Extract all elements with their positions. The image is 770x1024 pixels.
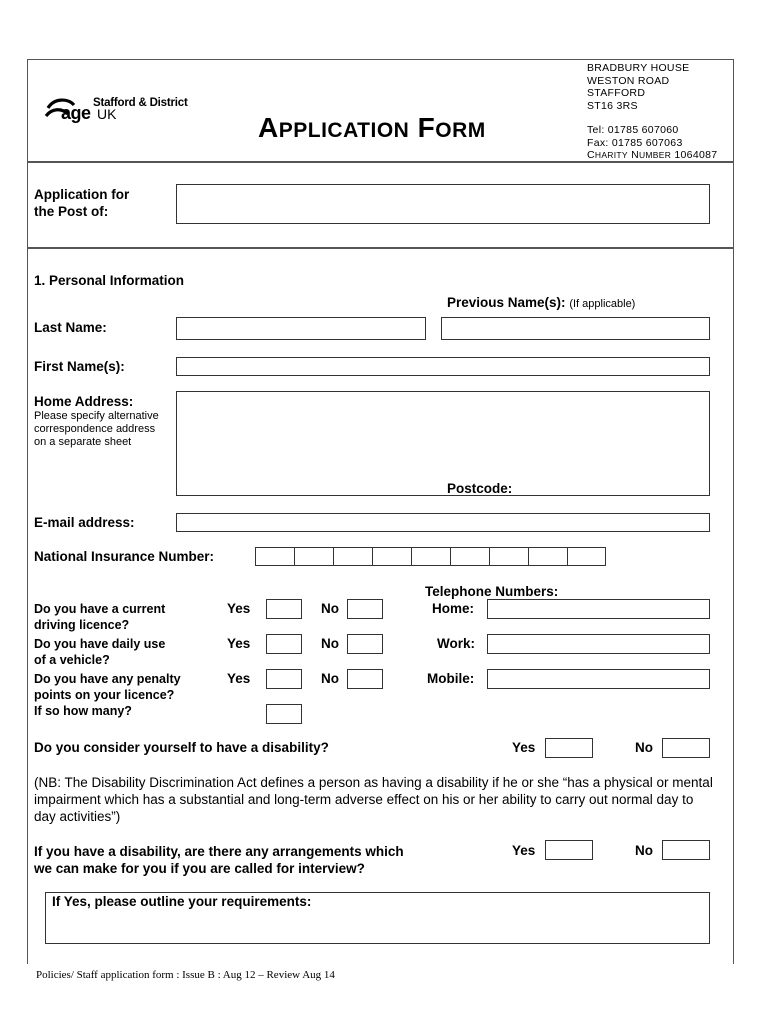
charity-number-line: CHARITY NUMBER 1064087 <box>587 149 718 161</box>
address-line: BRADBURY HOUSE <box>587 62 690 74</box>
ni-digit-box[interactable] <box>255 547 294 566</box>
logo-org-line: Stafford & District <box>93 97 188 109</box>
logo-word: age <box>61 103 91 123</box>
disability-question: Do you consider yourself to have a disability? <box>34 740 329 755</box>
vehicle-question: Do you have daily use of a vehicle? <box>34 637 166 667</box>
ni-number-boxes <box>255 547 606 566</box>
logo-suffix: UK <box>97 106 117 122</box>
licence-no-box[interactable] <box>347 599 383 619</box>
ni-digit-box[interactable] <box>489 547 528 566</box>
telephone-numbers-label: Telephone Numbers: <box>425 584 559 599</box>
address-line: STAFFORD <box>587 87 646 99</box>
ni-digit-box[interactable] <box>528 547 567 566</box>
ni-digit-box[interactable] <box>411 547 450 566</box>
previous-names-note: (If applicable) <box>569 298 636 310</box>
mobile-phone-input[interactable] <box>487 669 710 689</box>
ni-digit-box[interactable] <box>333 547 372 566</box>
vehicle-no-label: No <box>321 636 339 651</box>
arrangements-yes-label: Yes <box>512 843 536 858</box>
arrangements-no-box[interactable] <box>662 840 710 860</box>
home-address-label: Home Address: <box>34 394 134 409</box>
licence-question: Do you have a current driving licence? <box>34 602 166 632</box>
previous-names-label: Previous Name(s): (If applicable) <box>447 295 636 310</box>
disability-no-label: No <box>635 740 653 755</box>
penalty-points-question: Do you have any penalty points on your licence? If so how many? <box>34 672 181 718</box>
home-address-input[interactable] <box>176 391 710 496</box>
points-yes-label: Yes <box>227 671 251 686</box>
arrangements-yes-box[interactable] <box>545 840 593 860</box>
home-phone-label: Home: <box>432 601 475 616</box>
post-label: Application for the Post of: <box>34 187 130 219</box>
dda-note: (NB: The Disability Discrimination Act defines a person as having a disability if he or she “has a physical or mental impairment which has a substantial and long-term adverse effect on his or her ability to carry out normal day to day activities”) <box>34 775 713 824</box>
last-name-label: Last Name: <box>34 320 107 335</box>
tel-line: Tel: 01785 607060 <box>587 124 679 136</box>
licence-no-label: No <box>321 601 339 616</box>
arrangements-question: If you have a disability, are there any arrangements which we can make for you if you are called for interview? <box>34 844 404 876</box>
disability-yes-label: Yes <box>512 740 536 755</box>
post-divider <box>27 247 734 249</box>
licence-yes-box[interactable] <box>266 599 302 619</box>
email-label: E-mail address: <box>34 515 135 530</box>
home-phone-input[interactable] <box>487 599 710 619</box>
address-line: WESTON ROAD <box>587 74 670 87</box>
post-input[interactable] <box>176 184 710 224</box>
requirements-label: If Yes, please outline your requirements: <box>52 894 312 909</box>
page-title: APPLICATION FORM <box>258 112 486 143</box>
arrangements-no-label: No <box>635 843 653 858</box>
first-names-input[interactable] <box>176 357 710 376</box>
fax-line: Fax: 01785 607063 <box>587 136 683 149</box>
ni-label: National Insurance Number: <box>34 549 215 564</box>
points-no-label: No <box>321 671 339 686</box>
mobile-phone-label: Mobile: <box>427 671 475 686</box>
section-title-personal: 1. Personal Information <box>34 273 185 288</box>
age-uk-logo <box>44 96 214 126</box>
last-name-input[interactable] <box>176 317 426 340</box>
disability-yes-box[interactable] <box>545 738 593 758</box>
contact-phones <box>587 124 717 162</box>
disability-no-box[interactable] <box>662 738 710 758</box>
ni-digit-box[interactable] <box>567 547 606 566</box>
ni-digit-box[interactable] <box>372 547 411 566</box>
points-yes-box[interactable] <box>266 669 302 689</box>
licence-yes-label: Yes <box>227 601 251 616</box>
contact-address <box>587 62 689 112</box>
email-input[interactable] <box>176 513 710 532</box>
points-no-box[interactable] <box>347 669 383 689</box>
vehicle-no-box[interactable] <box>347 634 383 654</box>
ni-digit-box[interactable] <box>294 547 333 566</box>
work-phone-label: Work: <box>437 636 476 651</box>
points-count-box[interactable] <box>266 704 302 724</box>
vehicle-yes-label: Yes <box>227 636 251 651</box>
first-names-label: First Name(s): <box>34 359 125 374</box>
previous-names-input[interactable] <box>441 317 710 340</box>
home-address-note: Please specify alternative correspondence address on a separate sheet <box>34 410 159 448</box>
work-phone-input[interactable] <box>487 634 710 654</box>
address-line: ST16 3RS <box>587 99 638 112</box>
ni-digit-box[interactable] <box>450 547 489 566</box>
postcode-label: Postcode: <box>447 481 513 496</box>
document-footer: Policies/ Staff application form : Issue B : Aug 12 – Review Aug 14 <box>36 969 335 981</box>
vehicle-yes-box[interactable] <box>266 634 302 654</box>
